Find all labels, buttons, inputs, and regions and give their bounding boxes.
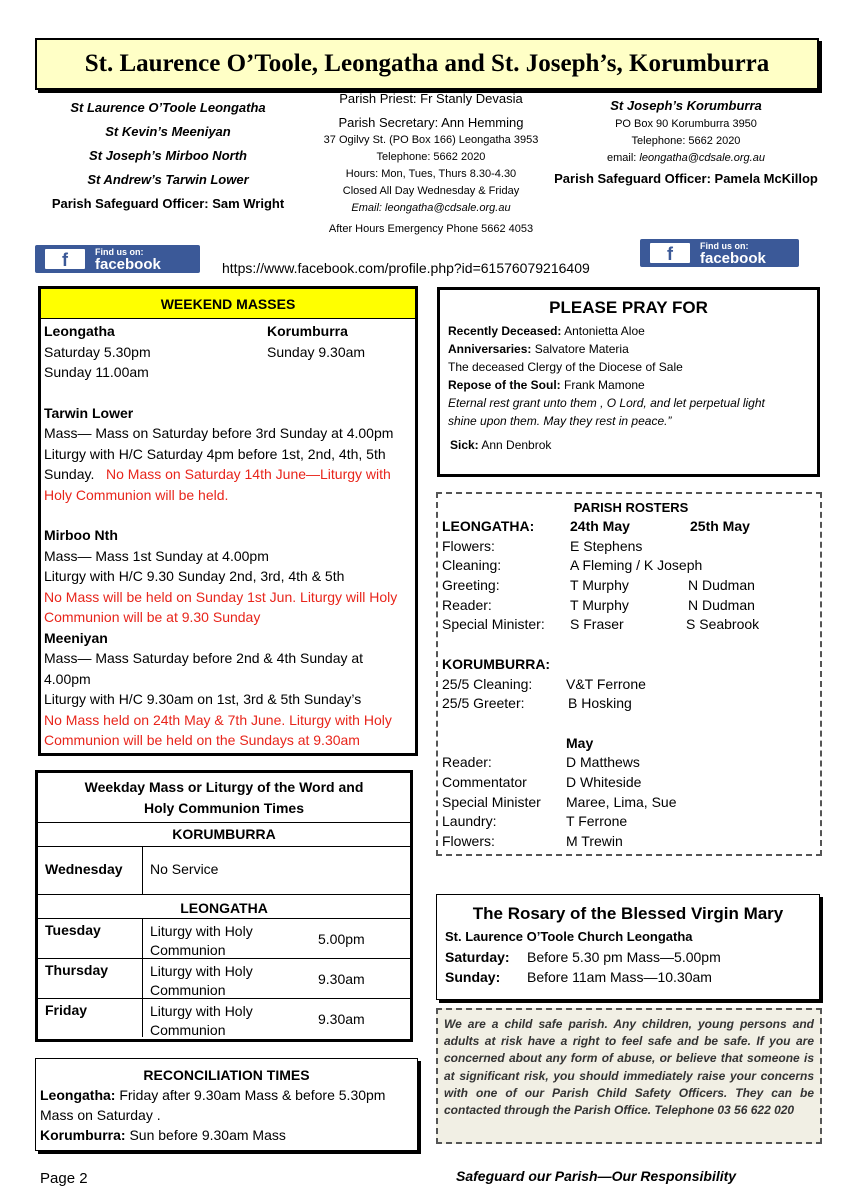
facebook-icon: f — [650, 243, 690, 263]
prayer-line-2: shine upon them. May they rest in peace.” — [448, 414, 672, 428]
repose-label: Repose of the Soul: — [448, 378, 561, 392]
table-row — [38, 919, 410, 959]
leongatha-sunday: Sunday 11.00am — [44, 364, 149, 380]
table-row — [442, 615, 820, 635]
roster-person: T Murphy — [570, 596, 629, 613]
korumburra-heading: Korumburra — [267, 323, 348, 339]
rosters-leongatha-header — [442, 517, 820, 537]
roster-role: Flowers: — [442, 833, 495, 849]
meeniyan-mass-cont: 4.00pm — [44, 670, 91, 687]
roster-person: T Murphy — [570, 577, 629, 594]
korumburra-address: PO Box 90 Korumburra 3950 — [615, 118, 757, 130]
parish-secretary: Parish Secretary: Ann Hemming — [338, 115, 524, 130]
meeniyan-mass: Mass— Mass Saturday before 2nd & 4th Sunday at — [44, 650, 364, 666]
church-item: St Laurence O’Toole Leongatha — [70, 100, 266, 115]
recon-korumburra-text: Sun before 9.30am Mass — [125, 1127, 286, 1143]
deceased-names: Antonietta Aloe — [564, 324, 645, 338]
church-list — [33, 96, 303, 216]
child-safe-notice: We are a child safe parish. Any children, young persons and adults at risk have a right to feel safe and be safe. If you are concerned about any form of abuse, or believe that someone is at significant risk, you should immediately raise your concerns with one of our Parish Child Safety Officers. They can be contacted through the Parish Office. Telephone 03 56 622 020 — [436, 1008, 822, 1144]
roster-person: T Ferrone — [566, 813, 628, 830]
weekday-kor-day: Wednesday — [38, 847, 143, 894]
church-item: St Joseph’s Mirboo North — [89, 148, 247, 163]
roster-role: Reader: — [442, 596, 492, 613]
tarwin-liturgy: Liturgy with H/C Saturday 4pm before 1st, 2nd, 4th, 5th — [44, 445, 386, 462]
roster-role: Flowers: — [442, 537, 495, 554]
rosters-korumburra-heading: KORUMBURRA: — [442, 655, 551, 672]
weekday-title-line-2: Holy Communion Times — [144, 800, 304, 816]
office-telephone: Telephone: 5662 2020 — [376, 151, 486, 163]
facebook-badge-right[interactable] — [640, 239, 799, 267]
church-item: St Kevin’s Meeniyan — [105, 124, 231, 139]
roster-person: B Hosking — [568, 695, 632, 712]
parish-office-info — [300, 90, 562, 238]
prayer-line-1: Eternal rest grant unto them , O Lord, and let perpetual light — [448, 396, 765, 410]
rosters-leongatha-heading: LEONGATHA: — [442, 518, 535, 534]
weekday-korumburra-heading: KORUMBURRA — [38, 823, 410, 847]
recon-korumburra-label: Korumburra: — [40, 1127, 126, 1143]
meeniyan-heading: Meeniyan — [44, 629, 108, 646]
roster-role: Laundry: — [442, 813, 497, 830]
roster-person: N Dudman — [688, 577, 755, 594]
facebook-icon: f — [45, 249, 85, 269]
table-row — [442, 793, 820, 813]
recon-leongatha-label: Leongatha: — [40, 1087, 116, 1103]
weekday-service: Liturgy with Holy — [150, 963, 253, 979]
office-closed: Closed All Day Wednesday & Friday — [342, 185, 520, 197]
table-row — [442, 694, 820, 714]
footer-tagline: Safeguard our Parish—Our Responsibility — [456, 1168, 737, 1184]
mirboo-liturgy: Liturgy with H/C 9.30 Sunday 2nd, 3rd, 4th & 5th — [44, 568, 345, 584]
office-address: 37 Ogilvy St. (PO Box 166) Leongatha 3953 — [323, 134, 539, 146]
roster-role: 25/5 Greeter: — [442, 695, 525, 712]
table-row — [442, 675, 820, 695]
safeguard-officer-right: Parish Safeguard Officer: Pamela McKillop — [554, 171, 818, 186]
parish-rosters-box — [436, 492, 822, 856]
roster-person: D Whiteside — [566, 773, 642, 790]
roster-person: Maree, Lima, Sue — [566, 793, 677, 810]
tarwin-notice: No Mass on Saturday 14th June—Liturgy with — [106, 466, 391, 482]
mirboo-mass: Mass— Mass 1st Sunday at 4.00pm — [44, 547, 269, 564]
weekday-day: Friday — [38, 999, 143, 1037]
tarwin-notice-cont: Holy Communion will be held. — [44, 486, 229, 503]
roster-person: S Seabrook — [686, 616, 760, 633]
reconciliation-box — [35, 1058, 418, 1151]
anniversaries-label: Anniversaries: — [448, 342, 532, 356]
table-row — [442, 537, 820, 557]
facebook-badge-left[interactable] — [35, 245, 200, 273]
roster-person: S Fraser — [570, 616, 624, 633]
reconciliation-title: RECONCILIATION TIMES — [143, 1067, 310, 1083]
table-row — [442, 812, 820, 832]
weekday-service: Communion — [150, 982, 226, 998]
table-row — [442, 832, 820, 852]
page-number: Page 2 — [40, 1170, 88, 1187]
church-item: St Andrew’s Tarwin Lower — [87, 172, 249, 187]
fb-find-us: Find us on: — [95, 246, 144, 257]
weekday-service: Liturgy with Holy — [150, 1003, 253, 1019]
korumburra-sunday: Sunday 9.30am — [267, 343, 366, 360]
mirboo-notice: No Mass will be held on Sunday 1st Jun. Liturgy will Holy — [44, 588, 398, 605]
roster-person: M Trewin — [566, 833, 623, 849]
weekday-day: Tuesday — [38, 919, 143, 958]
rosary-saturday: Before 5.30 pm Mass—5.00pm — [527, 949, 721, 965]
office-hours: Hours: Mon, Tues, Thurs 8.30-4.30 — [345, 168, 517, 180]
anniversaries-names: Salvatore Materia — [534, 342, 629, 356]
roster-person: A Fleming / K Joseph — [570, 557, 703, 574]
leongatha-saturday: Saturday 5.30pm — [44, 343, 151, 360]
korumburra-email[interactable]: leongatha@cdsale.org.au — [639, 152, 765, 164]
weekday-service: Communion — [150, 1022, 226, 1038]
rosters-month: May — [566, 734, 594, 751]
facebook-url[interactable]: https://www.facebook.com/profile.php?id=61576079216409 — [222, 260, 590, 276]
tarwin-liturgy-cont: Sunday. — [44, 466, 95, 482]
page-title: St. Laurence O’Toole, Leongatha and St. Joseph’s, Korumburra — [84, 50, 770, 77]
korumburra-email-label: email: — [607, 152, 640, 164]
table-row — [38, 999, 410, 1037]
sick-label: Sick: — [450, 438, 479, 452]
korumburra-office-info — [538, 96, 834, 189]
korumburra-telephone: Telephone: 5662 2020 — [631, 135, 741, 147]
weekday-leongatha-heading: LEONGATHA — [38, 895, 410, 919]
roster-role: Special Minister — [442, 793, 541, 810]
meeniyan-notice: No Mass held on 24th May & 7th June. Liturgy with Holy — [44, 711, 392, 728]
roster-person: D Matthews — [566, 754, 640, 771]
sick-names: Ann Denbrok — [481, 438, 552, 452]
deceased-label: Recently Deceased: — [448, 324, 562, 338]
meeniyan-notice-cont: Communion will be held on the Sundays at 9.30am — [44, 732, 360, 748]
weekday-service: Liturgy with Holy — [150, 923, 253, 939]
recon-leongatha-text: Friday after 9.30am Mass & before 5.30pm — [115, 1087, 386, 1103]
roster-role: Reader: — [442, 754, 492, 771]
rosary-box — [436, 894, 820, 1000]
weekday-time: 9.30am — [318, 1011, 365, 1027]
safeguard-officer-left: Parish Safeguard Officer: Sam Wright — [51, 196, 285, 211]
weekday-day: Thursday — [38, 959, 143, 998]
roster-person: E Stephens — [570, 537, 643, 554]
office-email[interactable]: Email: leongatha@cdsale.org.au — [351, 202, 511, 214]
weekday-kor-value: No Service — [150, 861, 219, 877]
weekday-time: 5.00pm — [318, 931, 365, 947]
please-pray-box — [437, 287, 820, 477]
emergency-phone: After Hours Emergency Phone 5662 4053 — [328, 223, 534, 235]
repose-names: Frank Mamone — [564, 378, 645, 392]
rosters-date-2: 25th May — [690, 518, 750, 534]
weekday-title-line-1: Weekday Mass or Liturgy of the Word and — [84, 779, 364, 795]
weekend-masses-box — [38, 286, 418, 756]
mirboo-notice-cont: Communion will be at 9.30 Sunday — [44, 609, 261, 625]
roster-role: Greeting: — [442, 577, 500, 594]
roster-role: Commentator — [442, 773, 527, 790]
table-row — [442, 773, 820, 793]
rosary-title: The Rosary of the Blessed Virgin Mary — [472, 904, 784, 923]
weekday-mass-box — [35, 770, 413, 1042]
rosary-sunday: Before 11am Mass—10.30am — [527, 969, 712, 985]
deceased-clergy: The deceased Clergy of the Diocese of Sale — [448, 360, 683, 374]
tarwin-heading: Tarwin Lower — [44, 404, 134, 421]
table-row — [442, 576, 820, 596]
roster-role: 25/5 Cleaning: — [442, 675, 533, 692]
parish-priest: Parish Priest: Fr Stanly Devasia — [339, 91, 523, 106]
rosary-sunday-label: Sunday: — [445, 969, 501, 985]
korumburra-email-line — [538, 150, 834, 167]
fb-find-us: Find us on: — [700, 240, 749, 251]
table-row — [442, 556, 820, 576]
mirboo-heading: Mirboo Nth — [44, 527, 118, 543]
roster-role: Cleaning: — [442, 557, 502, 574]
korumburra-name: St Joseph’s Korumburra — [610, 98, 762, 113]
rosters-date-1: 24th May — [570, 518, 630, 534]
table-row — [442, 596, 820, 616]
rosary-saturday-label: Saturday: — [445, 949, 510, 965]
tarwin-mass: Mass— Mass on Saturday before 3rd Sunday at 4.00pm — [44, 425, 394, 441]
fb-brand: facebook — [700, 249, 766, 267]
weekday-time: 9.30am — [318, 971, 365, 987]
rosters-title: PARISH ROSTERS — [573, 500, 689, 515]
weekend-masses-title: WEEKEND MASSES — [41, 289, 415, 319]
roster-person: V&T Ferrone — [566, 675, 646, 692]
table-row — [38, 959, 410, 999]
leongatha-heading: Leongatha — [44, 323, 115, 339]
meeniyan-liturgy: Liturgy with H/C 9.30am on 1st, 3rd & 5th Sunday’s — [44, 691, 362, 707]
please-pray-title: PLEASE PRAY FOR — [549, 298, 708, 317]
fb-brand: facebook — [95, 255, 161, 273]
table-row — [442, 753, 820, 773]
recon-leongatha-text-cont: Mass on Saturday . — [40, 1107, 161, 1123]
weekday-service: Communion — [150, 942, 226, 958]
header-banner — [35, 38, 819, 90]
rosary-church: St. Laurence O’Toole Church Leongatha — [445, 929, 693, 944]
roster-role: Special Minister: — [442, 616, 545, 633]
roster-person: N Dudman — [688, 596, 755, 613]
